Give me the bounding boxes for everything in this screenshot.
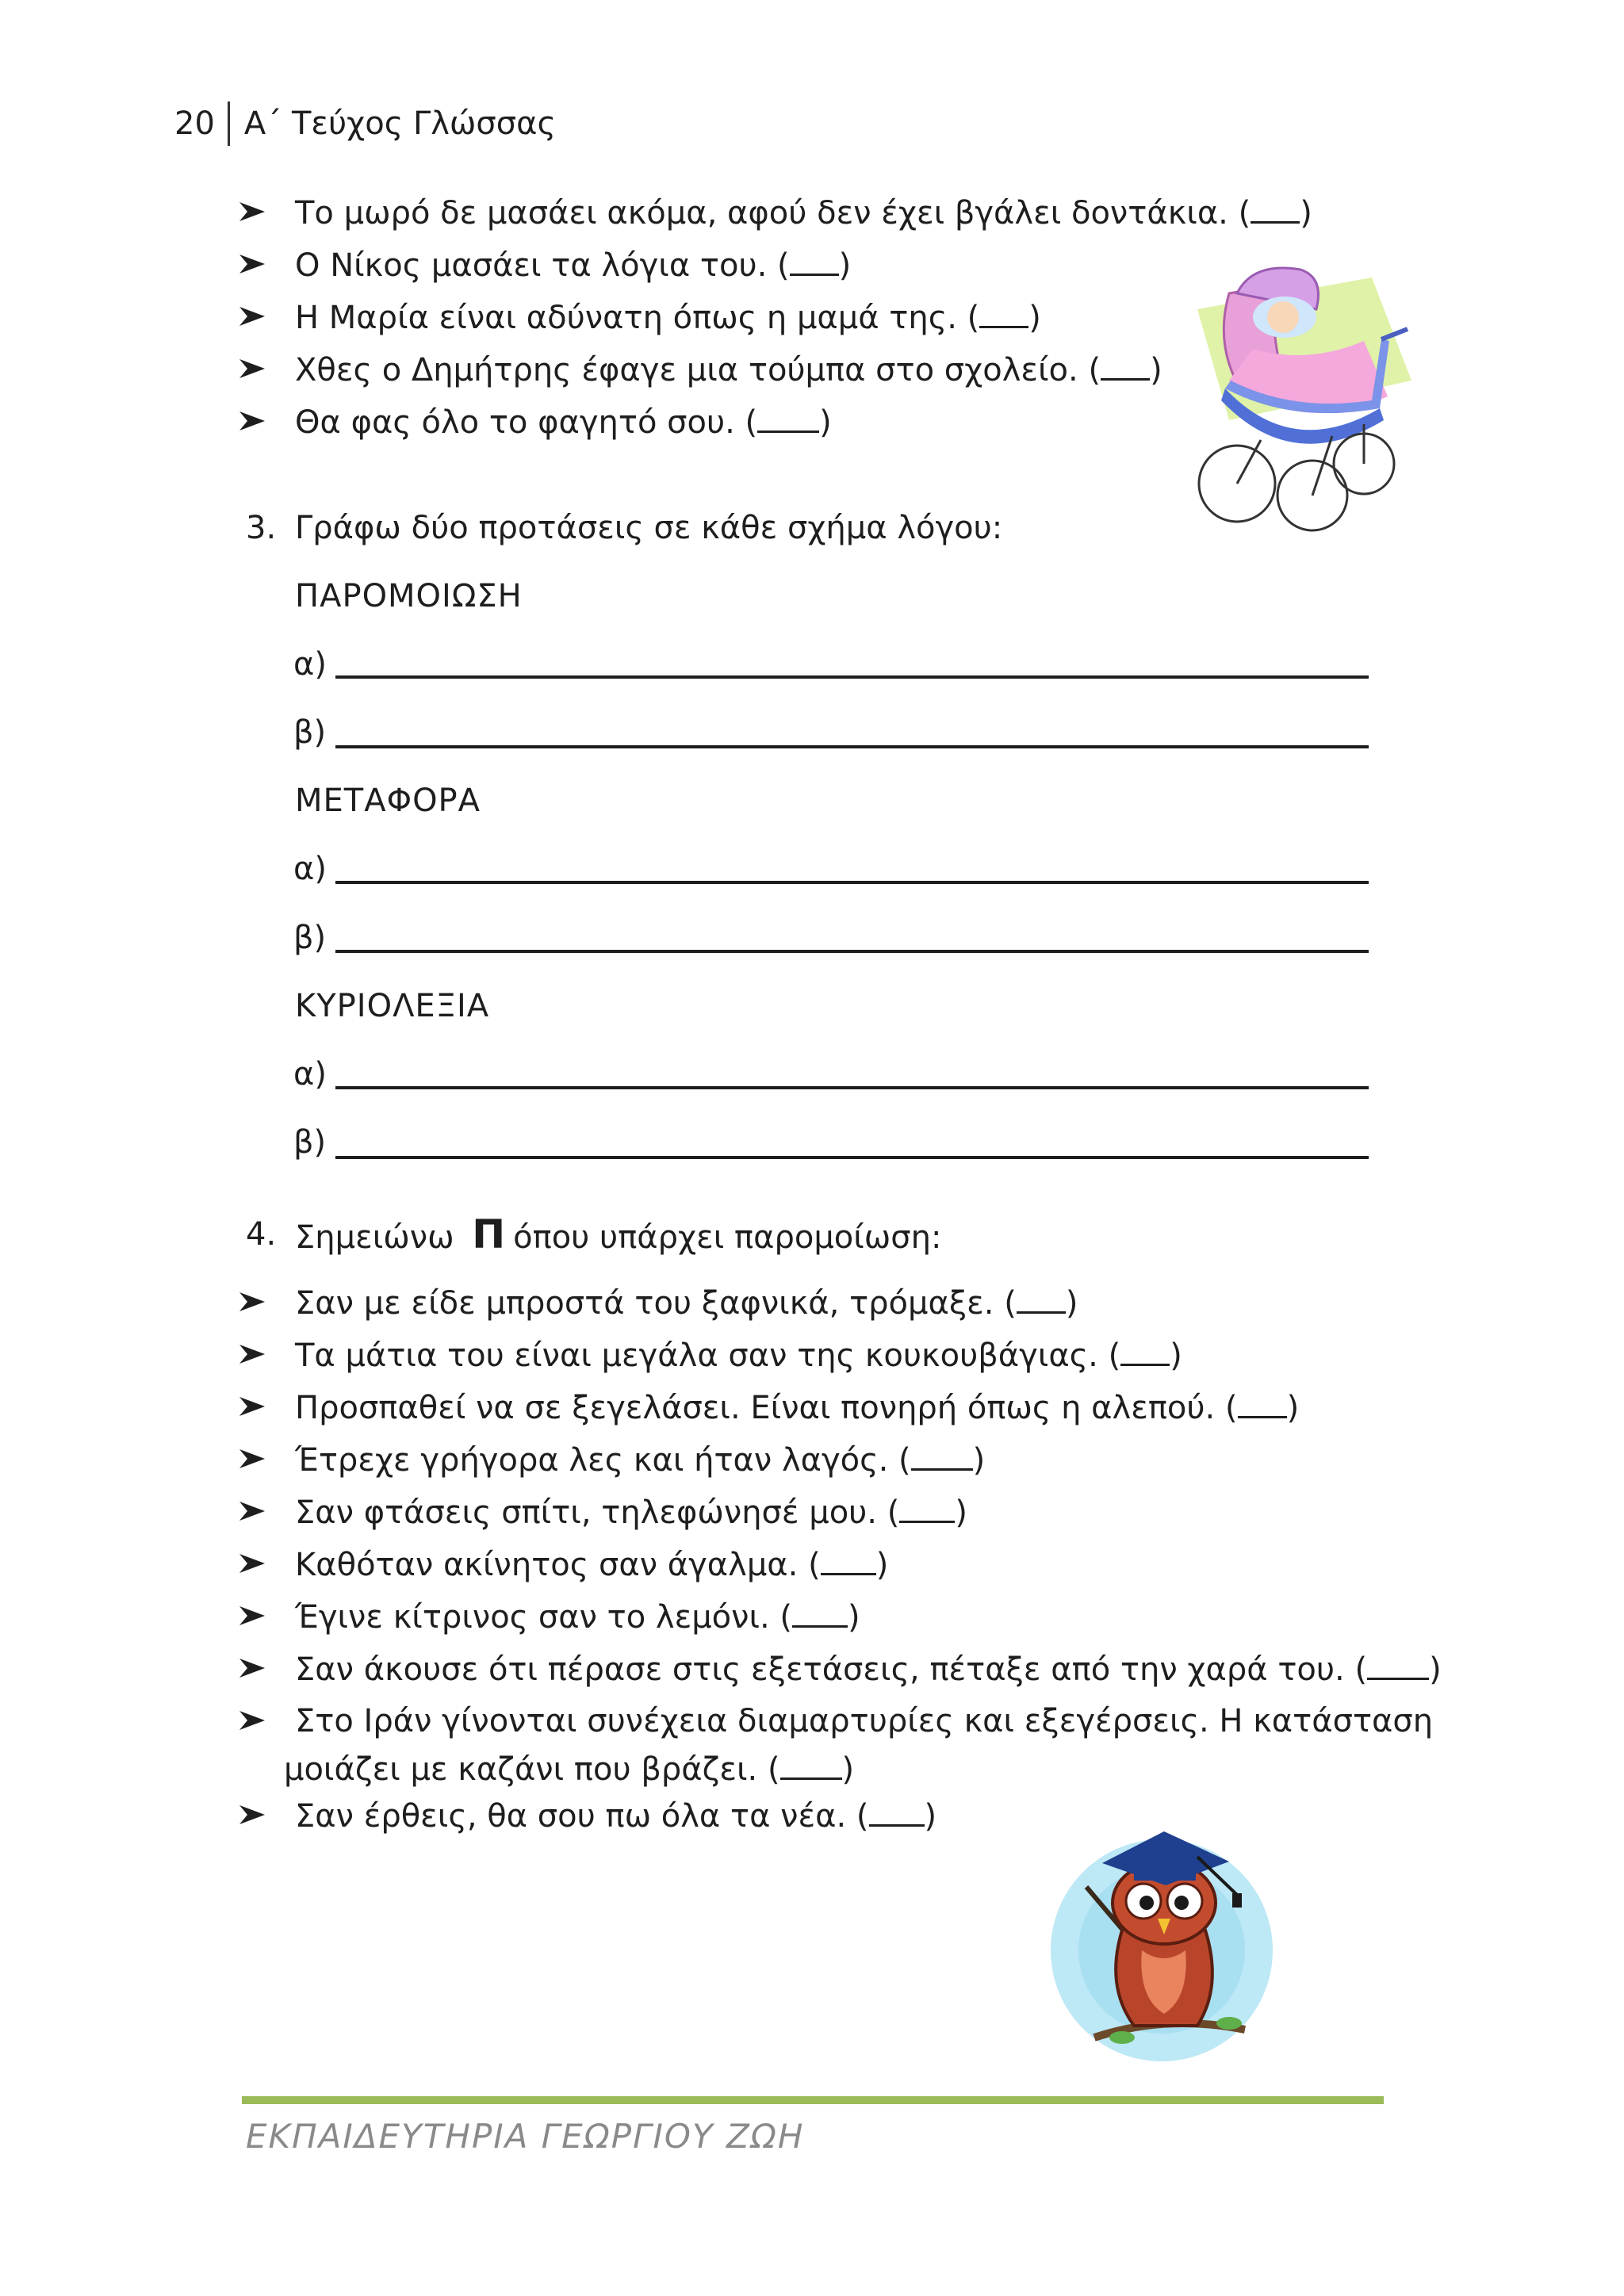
list-item: Σαν άκουσε ότι πέρασε στις εξετάσεις, πέταξε από την χαρά του. ( )	[295, 1649, 1442, 1689]
arrow-bullet-icon	[238, 409, 266, 433]
list-item: Καθόταν ακίνητος σαν άγαλμα. ( )	[295, 1544, 888, 1585]
exercise-instruction: Σημειώνω Π όπου υπάρχει παρομοίωση:	[295, 1211, 942, 1257]
page-header	[174, 100, 556, 147]
list-item: Το μωρό δε μασάει ακόμα, αφού δεν έχει βγάλει δοντάκια. ( )	[295, 193, 1312, 233]
arrow-bullet-icon	[238, 252, 266, 276]
footer-divider	[242, 2096, 1384, 2104]
arrow-bullet-icon	[238, 1290, 266, 1314]
section-title-kyriolexia: ΚΥΡΙΟΛΕΞΙΑ	[295, 988, 490, 1024]
exercise-number: 3.	[246, 510, 277, 546]
arrow-bullet-icon	[238, 1552, 266, 1575]
answer-line[interactable]	[335, 1086, 1369, 1089]
answer-label-a: α)	[293, 646, 327, 683]
list-item: Η Μαρία είναι αδύνατη όπως η μαμά της. ( )	[295, 297, 1041, 338]
instruction-letter: Π	[472, 1211, 506, 1257]
list-item: Σαν φτάσεις σπίτι, τηλεφώνησέ μου. ( )	[295, 1492, 967, 1533]
footer-school-name: ΕΚΠΑΙΔΕΥΤΗΡΙΑ ΓΕΩΡΓΙΟΥ ΖΩΗ	[246, 2117, 805, 2156]
arrow-bullet-icon	[238, 357, 266, 381]
list-item: Θα φας όλο το φαγητό σου. ( )	[295, 402, 832, 442]
list-item: Χθες ο Δημήτρης έφαγε μια τούμπα στο σχολείο. ( )	[295, 350, 1162, 390]
exercise-instruction: Γράφω δύο προτάσεις σε κάθε σχήμα λόγου:	[295, 510, 1003, 546]
list-item: Έγινε κίτρινος σαν το λεμόνι. ( )	[295, 1597, 860, 1637]
list-item: Σαν με είδε μπροστά του ξαφνικά, τρόμαξε. ( )	[295, 1283, 1078, 1323]
list-item: Ο Νίκος μασάει τα λόγια του. ( )	[295, 245, 851, 285]
section-title-paromoiosi: ΠΑΡΟΜΟΙΩΣΗ	[295, 578, 523, 614]
list-item: Σαν έρθεις, θα σου πω όλα τα νέα. ( )	[295, 1796, 936, 1836]
list-item: Τα μάτια του είναι μεγάλα σαν της κουκουβάγιας. ( )	[295, 1335, 1182, 1376]
answer-line[interactable]	[335, 745, 1369, 748]
arrow-bullet-icon	[238, 1342, 266, 1366]
answer-label-b: β)	[293, 714, 327, 751]
answer-label-a: α)	[293, 851, 327, 887]
arrow-bullet-icon	[238, 1447, 266, 1471]
list-item: Προσπαθεί να σε ξεγελάσει. Είναι πονηρή όπως η αλεπού. ( )	[295, 1387, 1299, 1428]
arrow-bullet-icon	[238, 1656, 266, 1680]
list-item-continuation: μοιάζει με καζάνι που βράζει. ( )	[284, 1749, 854, 1789]
arrow-bullet-icon	[238, 304, 266, 328]
section-title-metafora: ΜΕΤΑΦΟΡΑ	[295, 783, 481, 819]
owl-graduate-icon	[1039, 1800, 1293, 2061]
answer-label-b: β)	[293, 920, 327, 956]
page-title: Α΄ Τεύχος Γλώσσας	[243, 105, 556, 142]
arrow-bullet-icon	[238, 1709, 266, 1732]
page-number: 20	[174, 101, 230, 146]
answer-line[interactable]	[335, 881, 1369, 884]
arrow-bullet-icon	[238, 1604, 266, 1628]
arrow-bullet-icon	[238, 1395, 266, 1418]
arrow-bullet-icon	[238, 1803, 266, 1827]
exercise-number: 4.	[246, 1216, 277, 1253]
answer-label-a: α)	[293, 1056, 327, 1093]
list-item: Στο Ιράν γίνονται συνέχεια διαμαρτυρίες και εξεγέρσεις. Η κατάσταση	[295, 1703, 1434, 1739]
answer-line[interactable]	[335, 675, 1369, 679]
answer-label-b: β)	[293, 1124, 327, 1161]
baby-carriage-icon	[1182, 262, 1419, 539]
arrow-bullet-icon	[238, 1499, 266, 1523]
list-item: Έτρεχε γρήγορα λες και ήταν λαγός. ( )	[295, 1440, 985, 1480]
arrow-bullet-icon	[238, 200, 266, 224]
answer-line[interactable]	[335, 950, 1369, 953]
answer-line[interactable]	[335, 1156, 1369, 1159]
